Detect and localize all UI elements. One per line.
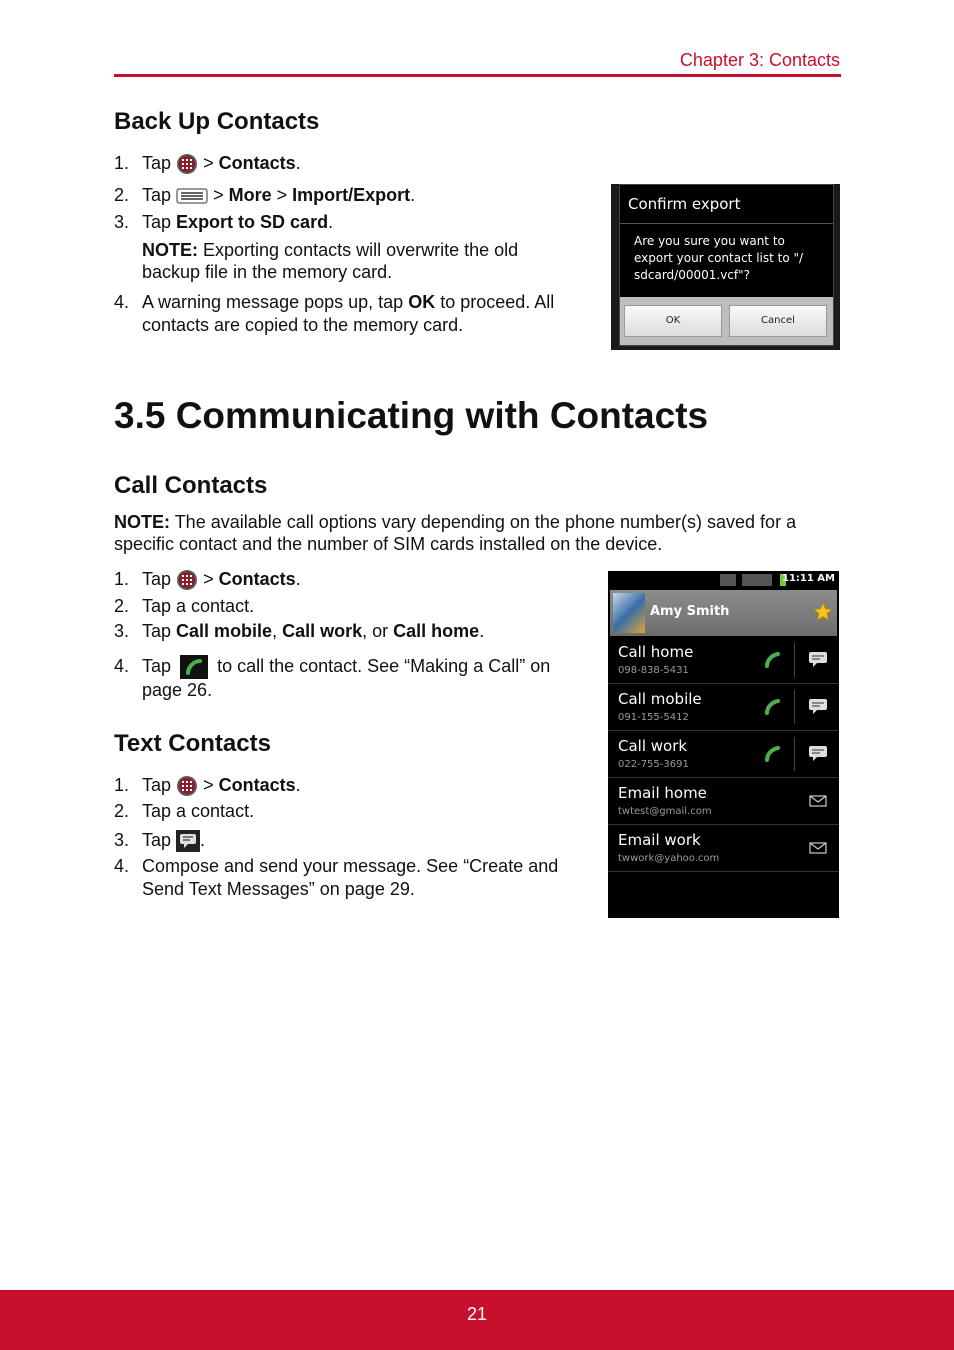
cancel-button[interactable]: Cancel [729, 305, 827, 337]
call-note: NOTE: The available call options vary depending on the phone number(s) saved for a specific contact and the number of SIM cards installed on the device. [114, 512, 797, 554]
confirm-export-screenshot [611, 184, 840, 350]
text-step-1: 1. Tap > Contacts. [114, 774, 584, 798]
row-call-work[interactable]: Call work 022-755-3691 [608, 731, 839, 778]
row-call-mobile[interactable]: Call mobile 091-155-5412 [608, 684, 839, 731]
message-icon[interactable] [808, 651, 828, 669]
backup-step-3: 3. Tap Export to SD card. [114, 212, 334, 232]
apps-launcher-icon [176, 775, 198, 797]
text-title: Text Contacts [114, 730, 271, 757]
row-divider [794, 643, 795, 677]
apps-launcher-icon [176, 153, 198, 175]
ok-button[interactable]: OK [624, 305, 722, 337]
page-number: 21 [466, 1304, 488, 1324]
phone-call-icon [180, 655, 208, 679]
phone-call-icon[interactable] [762, 743, 784, 765]
envelope-icon[interactable] [809, 842, 827, 854]
signal-icons [720, 573, 790, 587]
text-step-3: 3. Tap . [114, 829, 584, 853]
text-step-4: 4. Compose and send your message. See “Create and Send Text Messages” on page 29. [114, 856, 559, 899]
call-step-4: 4. Tap to call the contact. See “Making a Call” on page 26. [114, 656, 551, 701]
row-email-home[interactable]: Email home twtest@gmail.com [608, 778, 839, 825]
star-favorite-icon[interactable] [813, 602, 833, 622]
contact-avatar [613, 593, 645, 633]
header-rule [114, 74, 841, 77]
call-step-2: 2. Tap a contact. [114, 596, 255, 616]
call-step-1: 1. Tap > Contacts. [114, 568, 584, 592]
message-icon [176, 830, 200, 852]
contact-details-screenshot [608, 571, 839, 918]
backup-step-1: 1. Tap > Contacts. [114, 152, 594, 176]
status-clock: 11:11 AM [781, 573, 835, 584]
phone-call-icon[interactable] [762, 649, 784, 671]
contact-header [610, 590, 837, 636]
backup-step-4: 4. A warning message pops up, tap OK to proceed. All contacts are copied to the memory card. [114, 292, 555, 335]
section-title: 3.5 Communicating with Contacts [114, 395, 709, 436]
row-email-work[interactable]: Email work twwork@yahoo.com [608, 825, 839, 872]
call-title: Call Contacts [114, 472, 268, 499]
call-step-3: 3. Tap Call mobile, Call work, or Call home. [114, 621, 485, 641]
menu-key-icon [176, 188, 208, 204]
text-step-2: 2. Tap a contact. [114, 801, 255, 821]
envelope-icon[interactable] [809, 795, 827, 807]
row-divider [794, 690, 795, 724]
chapter-header: Chapter 3: Contacts [679, 50, 840, 70]
message-icon[interactable] [808, 698, 828, 716]
apps-launcher-icon [176, 569, 198, 591]
phone-call-icon[interactable] [762, 696, 784, 718]
row-divider [794, 737, 795, 771]
status-bar [608, 571, 839, 589]
row-call-home[interactable]: Call home 098-838-5431 [608, 637, 839, 684]
contact-name: Amy Smith [650, 604, 730, 619]
dialog-message: Are you sure you want to export your contact list to "/ sdcard/00001.vcf"? [634, 234, 804, 282]
backup-title: Back Up Contacts [114, 108, 320, 135]
message-icon[interactable] [808, 745, 828, 763]
dialog-divider [620, 223, 833, 224]
dialog-title: Confirm export [628, 195, 741, 213]
backup-step-2: 2. Tap > More > Import/Export. [114, 185, 416, 205]
backup-note: NOTE: Exporting contacts will overwrite the old backup file in the memory card. [142, 240, 519, 282]
dialog-button-bar [620, 297, 833, 345]
confirm-export-dialog [619, 184, 834, 346]
